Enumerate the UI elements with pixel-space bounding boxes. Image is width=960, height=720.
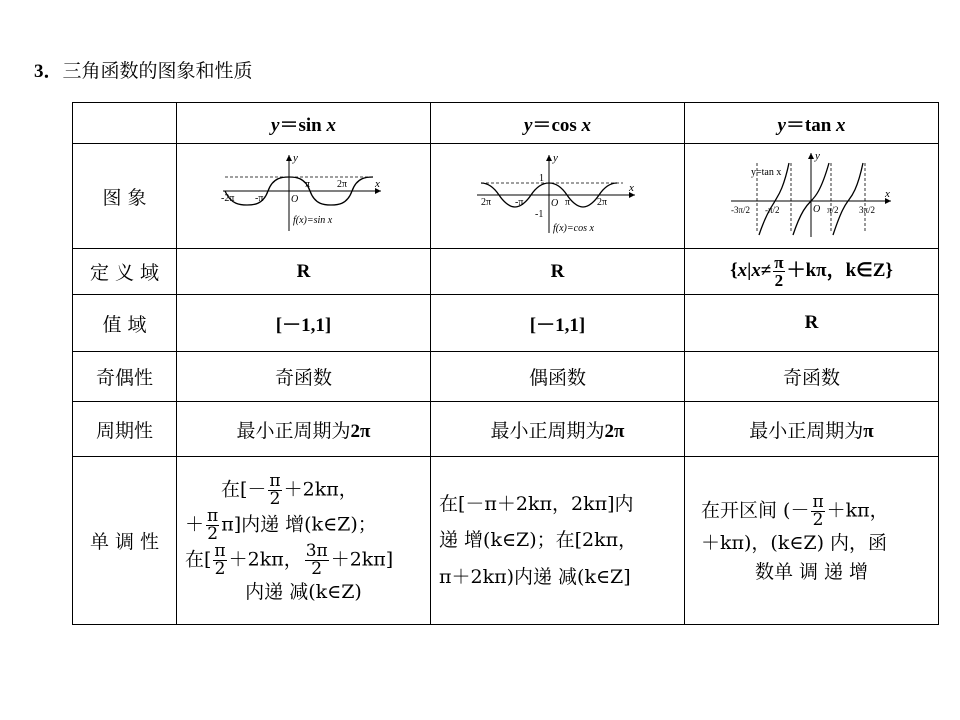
tan-tick-label: -π/2 [764, 204, 780, 215]
tan-legend: y=tan x [750, 166, 781, 178]
section-number: 3． [34, 61, 63, 82]
sin-tick-label: O [290, 193, 298, 205]
cos-y-tick: 1 [538, 172, 544, 184]
section-title: 三角函数的图象和性质 [62, 60, 253, 82]
tan-tick-label: 3π/2 [858, 204, 875, 215]
pi-over-2-fraction: $\frac{\pi}{2}$ [774, 253, 784, 290]
cos-period: 最小正周期为2π [431, 402, 685, 457]
tan-period: 最小正周期为π [685, 402, 939, 457]
tan-range: R [685, 295, 939, 352]
sin-graph [219, 149, 389, 239]
tan-x-label: x [884, 187, 890, 200]
sin-y-label: y [292, 151, 298, 164]
sin-domain: R [177, 249, 431, 295]
sin-range: [－1,1] [177, 295, 431, 352]
graph-row [73, 144, 939, 249]
sin-tick-label: -π [254, 192, 263, 204]
range-row [73, 295, 939, 352]
monotonicity-row [73, 457, 939, 625]
tan-y-label: y [814, 149, 820, 162]
cos-tick-label: O [550, 197, 558, 209]
tan-domain: {x|x≠ $\frac{\pi}{2}$ ＋kπ，k∈Z} [685, 249, 939, 295]
cos-domain: R [431, 249, 685, 295]
cos-formula: f(x)=cos x [552, 222, 594, 234]
row-label-graph: 图 象 [73, 144, 177, 249]
sin-tick-label: 2π [336, 178, 347, 190]
row-label-monotonic: 单 调 性 [73, 457, 177, 625]
domain-row [73, 249, 939, 295]
col-header-sin: y＝sin x [177, 103, 431, 144]
row-label-domain: 定 义 域 [73, 249, 177, 295]
sin-tick-label: π [304, 178, 310, 190]
period-row [73, 402, 939, 457]
cos-tick-label: 2π [480, 196, 491, 208]
cos-range: [－1,1] [431, 295, 685, 352]
row-label-period: 周期性 [73, 402, 177, 457]
col-header-cos: y＝cos x [431, 103, 685, 144]
trig-properties-table [72, 102, 939, 625]
col-header-tan: y＝tan x [685, 103, 939, 144]
header-row [73, 103, 939, 144]
sin-period: 最小正周期为2π [177, 402, 431, 457]
cos-tick-label: 2π [596, 196, 607, 208]
tan-tick-label: -3π/2 [730, 204, 750, 215]
sin-monotonicity: 在[－ $\frac{\pi}{2}$ ＋2kπ， ＋ $\frac{\pi}{2}$ π]内递 增(k∈Z)； 在[ $\frac{\pi}{2}$ ＋2kπ， $\frac{3\pi}{2}$ ＋2kπ] 内递 减(k∈Z) [177, 457, 431, 625]
cos-y-tick: -1 [534, 208, 543, 220]
cos-x-label: x [628, 181, 634, 194]
cos-y-label: y [552, 151, 558, 164]
corner-cell [73, 103, 177, 144]
sin-formula: f(x)=sin x [292, 214, 332, 226]
tan-parity: 奇函数 [685, 352, 939, 402]
sin-parity: 奇函数 [177, 352, 431, 402]
sin-x-label: x [374, 177, 380, 190]
section-heading [34, 56, 253, 83]
tan-graph-cell [685, 144, 939, 249]
row-label-range: 值 域 [73, 295, 177, 352]
tan-tick-label: O [812, 203, 820, 215]
cos-tick-label: -π [514, 196, 523, 208]
sin-graph-cell [177, 144, 431, 249]
parity-row [73, 352, 939, 402]
tan-graph [727, 149, 897, 239]
tan-monotonicity: 在开区间 (－ $\frac{\pi}{2}$ ＋kπ， ＋kπ)，(k∈Z) 内，函 数单 调 递 增 [685, 457, 939, 625]
cos-graph [473, 149, 643, 239]
sin-tick-label: -2π [220, 192, 234, 204]
cos-parity: 偶函数 [431, 352, 685, 402]
cos-tick-label: π [564, 196, 570, 208]
row-label-parity: 奇偶性 [73, 352, 177, 402]
cos-monotonicity: 在[－π＋2kπ，2kπ]内 递 增(k∈Z)；在[2kπ， π＋2kπ)内递 减(k∈Z] [431, 457, 685, 625]
cos-graph-cell [431, 144, 685, 249]
tan-tick-label: π/2 [826, 204, 839, 215]
